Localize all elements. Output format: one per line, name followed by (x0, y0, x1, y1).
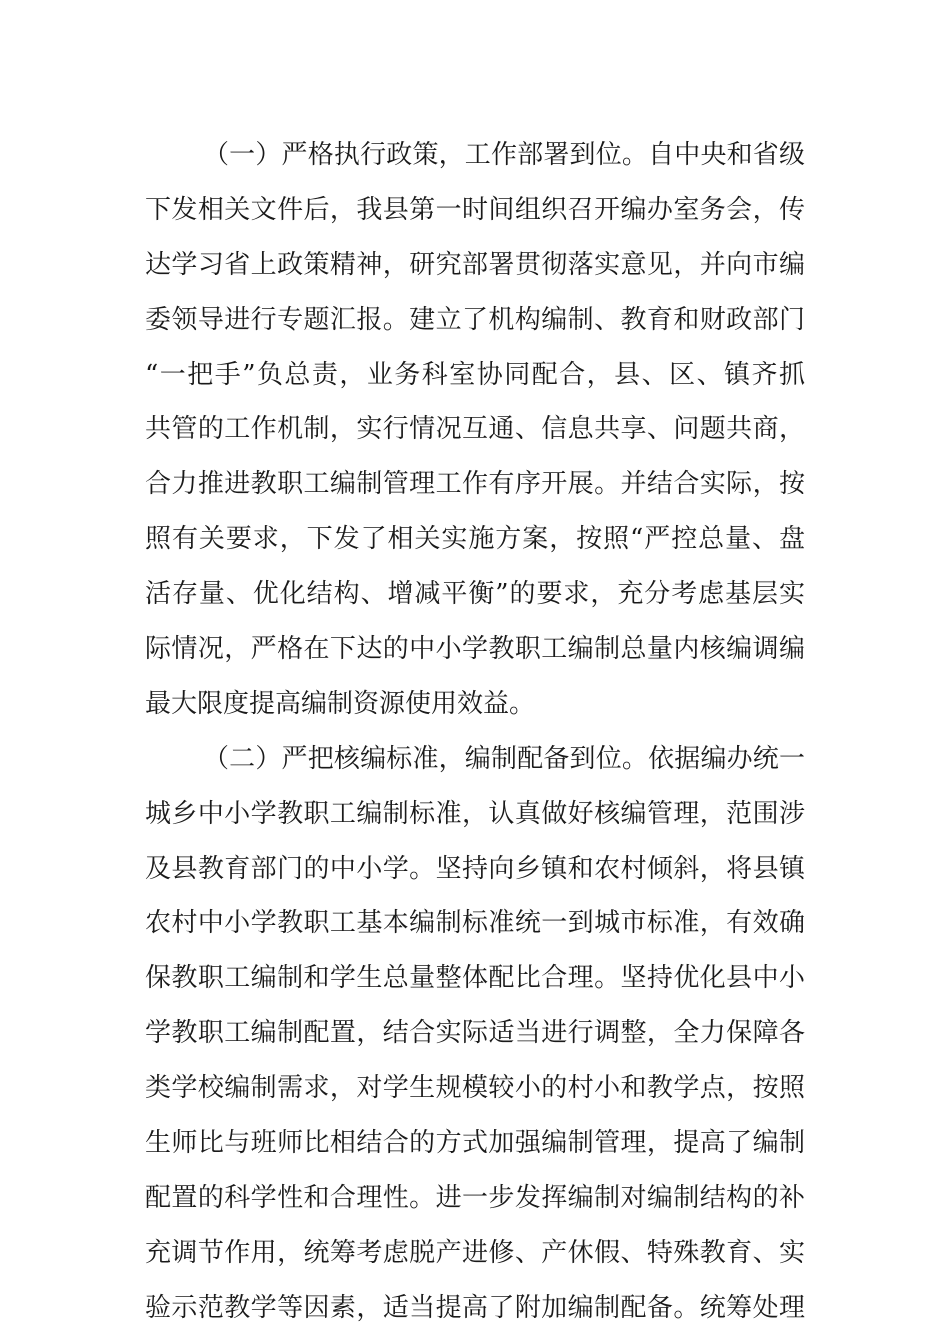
paragraph-line: 达学习省上政策精神，研究部署贯彻落实意见，并向市编 (145, 249, 805, 280)
paragraph-line: 验示范教学等因素，适当提高了附加编制配备。统筹处理 (145, 1292, 805, 1323)
paragraph-line: 共管的工作机制，实行情况互通、信息共享、问题共商， (145, 414, 805, 445)
paragraph-line: （一）严格执行政策，工作部署到位。自中央和省级 (203, 140, 805, 170)
paragraph-line: 际情况，严格在下达的中小学教职工编制总量内核编调编 (145, 634, 805, 665)
paragraph-line: 学教职工编制配置，结合实际适当进行调整，全力保障各 (145, 1018, 805, 1049)
paragraph-line: 合力推进教职工编制管理工作有序开展。并结合实际，按 (145, 469, 805, 500)
paragraph-line: 充调节作用，统筹考虑脱产进修、产休假、特殊教育、实 (145, 1237, 805, 1268)
paragraph-2 (145, 732, 805, 1336)
paragraph-line: 最大限度提高编制资源使用效益。 (145, 688, 536, 719)
paragraph-line: 照有关要求，下发了相关实施方案，按照“严控总量、盘 (145, 524, 805, 555)
paragraph-line: 委领导进行专题汇报。建立了机构编制、教育和财政部门 (145, 304, 805, 335)
paragraph-1 (145, 128, 805, 732)
document-body (145, 128, 805, 1336)
paragraph-line: （二）严把核编标准，编制配备到位。依据编办统一 (203, 743, 805, 774)
paragraph-line: 及县教育部门的中小学。坚持向乡镇和农村倾斜，将县镇 (145, 853, 805, 884)
paragraph-line: 类学校编制需求，对学生规模较小的村小和教学点，按照 (145, 1073, 805, 1104)
paragraph-line: 保教职工编制和学生总量整体配比合理。坚持优化县中小 (145, 963, 805, 994)
paragraph-line: 下发相关文件后，我县第一时间组织召开编办室务会，传 (145, 194, 805, 225)
paragraph-line: 配置的科学性和合理性。进一步发挥编制对编制结构的补 (145, 1182, 805, 1213)
paragraph-line: 活存量、优化结构、增减平衡”的要求，充分考虑基层实 (145, 579, 805, 610)
paragraph-line: “一把手”负总责，业务科室协同配合，县、区、镇齐抓 (145, 359, 805, 390)
paragraph-line: 农村中小学教职工基本编制标准统一到城市标准，有效确 (145, 908, 805, 939)
paragraph-line: 生师比与班师比相结合的方式加强编制管理，提高了编制 (145, 1128, 805, 1159)
paragraph-line: 城乡中小学教职工编制标准，认真做好核编管理，范围涉 (145, 798, 805, 829)
